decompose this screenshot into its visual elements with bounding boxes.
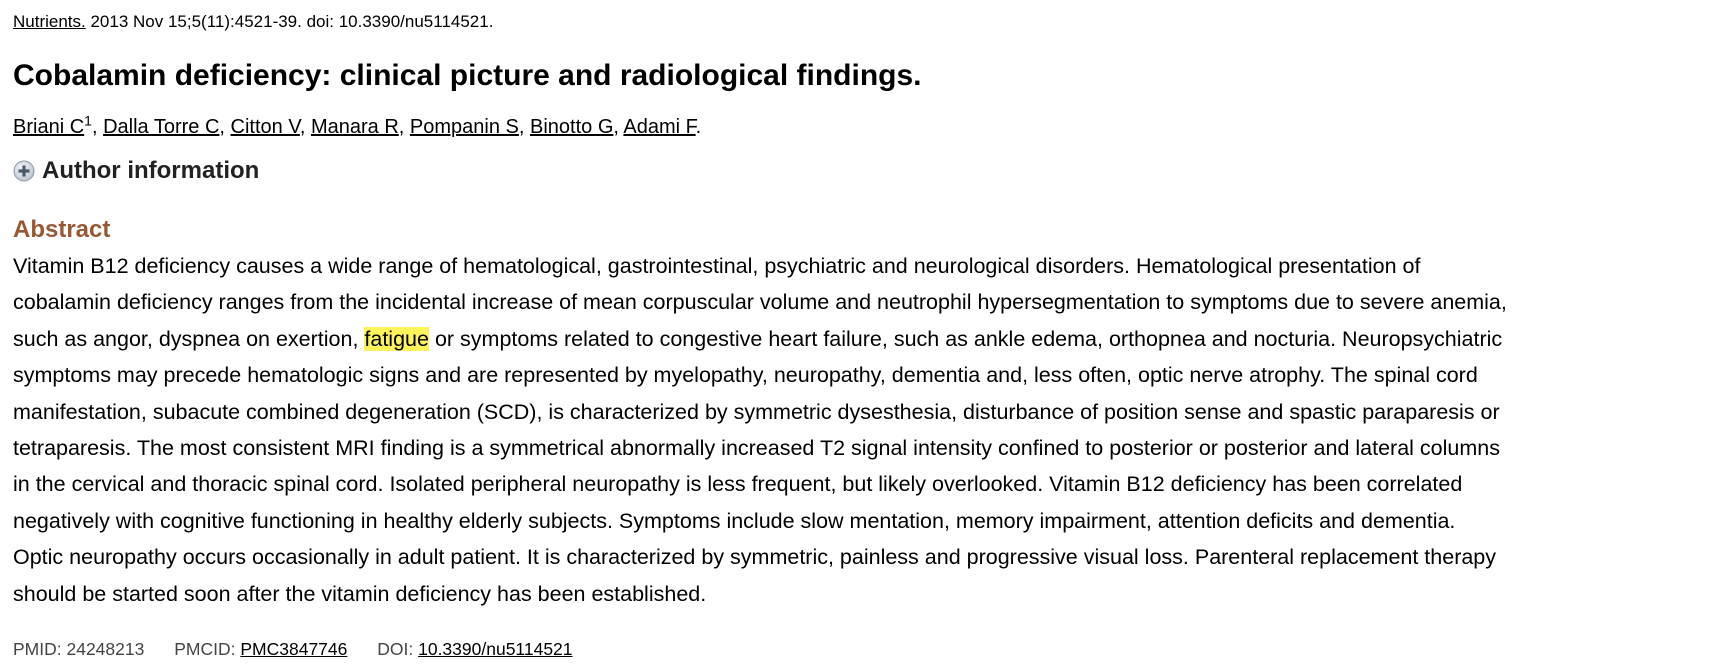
- author-link[interactable]: Briani C: [13, 116, 85, 138]
- author-list: Briani $C^1$, Dalla Torre C, Citton V, Manara R, Pompanin S, Binotto G, Adami F.: [13, 112, 702, 138]
- abstract-line: tetraparesis. The most consistent MRI finding is a symmetrical abnormally increased T2 signal intensity confined to posterior or posterior and lateral columns: [13, 436, 1500, 461]
- author-link[interactable]: Binotto G: [530, 116, 614, 138]
- affiliation-marker: 1: [84, 112, 92, 129]
- author-link[interactable]: Dalla Torre C: [103, 116, 220, 138]
- pmid-value: 24248213: [66, 639, 145, 659]
- abstract-line: cobalamin deficiency ranges from the incidental increase of mean corpuscular volume and neutrophil hypersegmentation to symptoms due to severe anemia,: [13, 290, 1507, 315]
- doi-link[interactable]: 10.3390/nu5114521: [418, 639, 573, 659]
- abstract-body: [13, 248, 1721, 612]
- abstract-line: Optic neuropathy occurs occasionally in adult patient. It is characterized by symmetric, painless and progressive visual loss. Parenteral replacement therapy: [13, 545, 1497, 570]
- pmcid: [174, 639, 347, 659]
- abstract-text-segment: such as angor, dyspnea on exertion,: [13, 326, 365, 351]
- citation-details: 2013 Nov 15;5(11):4521-39. doi: 10.3390/nu5114521.: [85, 12, 494, 31]
- highlighted-term: fatigue: [364, 326, 429, 351]
- doi-label: DOI:: [377, 639, 419, 659]
- abstract-line: Vitamin B12 deficiency causes a wide range of hematological, gastrointestinal, psychiatric and neurological disorders. Hematological presentation of: [13, 254, 1421, 278]
- abstract-heading: Abstract: [13, 216, 111, 243]
- citation-line: [13, 12, 493, 32]
- abstract-line: should be started soon after the vitamin deficiency has been established.: [13, 581, 707, 606]
- pmcid-link[interactable]: PMC3847746: [240, 639, 348, 659]
- author-link[interactable]: Pompanin S: [409, 116, 519, 138]
- abstract-line: negatively with cognitive functioning in healthy elderly subjects. Symptoms include slow mentation, memory impairment, attention deficits and dementia.: [13, 508, 1456, 533]
- author-link[interactable]: Manara R: [310, 116, 399, 138]
- abstract-line: symptoms may precede hematologic signs and are represented by myelopathy, neuropathy, dementia and, less often, optic nerve atrophy. The spinal cord: [13, 363, 1478, 388]
- pmid-label: PMID:: [13, 639, 67, 659]
- doi: [377, 639, 572, 659]
- author-link[interactable]: Adami F: [623, 116, 696, 138]
- journal-link[interactable]: Nutrients.: [13, 12, 86, 31]
- pmcid-label: PMCID:: [174, 639, 241, 659]
- plus-circle-icon: [13, 160, 35, 182]
- author-link[interactable]: Citton V: [230, 116, 300, 138]
- author-information-label: Author information: [42, 157, 260, 184]
- abstract-text-segment: or symptoms related to congestive heart failure, such as ankle edema, orthopnea and nocturia. Neuropsychiatric: [428, 326, 1503, 351]
- abstract-line: manifestation, subacute combined degeneration (SCD), is characterized by symmetric dysesthesia, disturbance of position sense and spastic paraparesis or: [13, 399, 1500, 424]
- article-title: Cobalamin deficiency: clinical picture and radiological findings.: [13, 59, 922, 92]
- pmid: [13, 639, 144, 659]
- abstract-line: [13, 321, 1721, 357]
- identifier-line: [13, 639, 598, 659]
- author-information-toggle[interactable]: [13, 158, 259, 184]
- abstract-line: in the cervical and thoracic spinal cord. Isolated peripheral neuropathy is less frequent, but likely overlooked. Vitamin B12 deficiency has been correlated: [13, 472, 1463, 497]
